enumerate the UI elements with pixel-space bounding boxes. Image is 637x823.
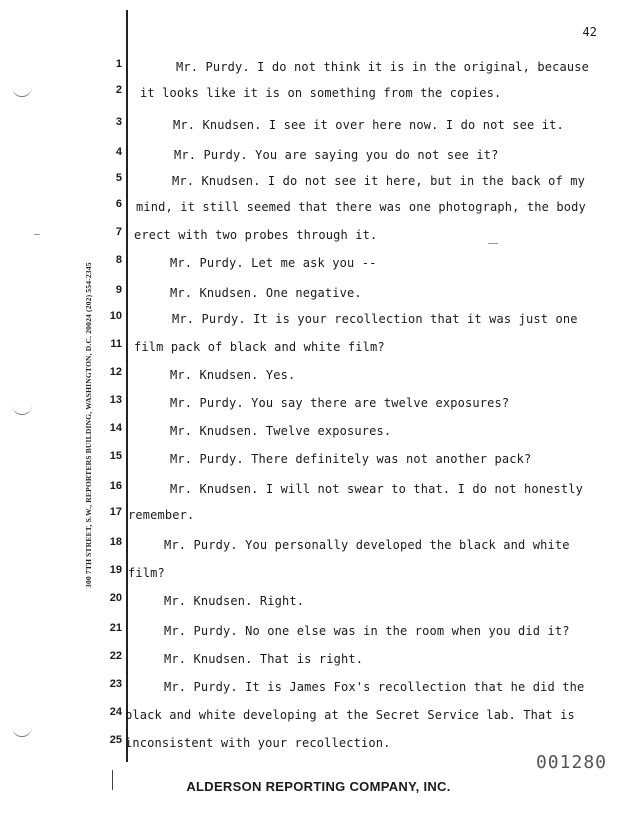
line-number: 1	[115, 58, 122, 70]
transcript-line: Mr. Knudsen. Twelve exposures.	[170, 424, 392, 438]
line-number: 4	[115, 146, 122, 158]
line-number: 6	[115, 198, 122, 210]
margin-tick	[34, 234, 40, 235]
transcript-line: Mr. Purdy. No one else was in the room when you did it?	[164, 624, 570, 638]
binder-hole-mark	[12, 86, 32, 97]
transcript-line: Mr. Purdy. It is your recollection that it was just one	[172, 312, 578, 326]
transcript-line: Mr. Knudsen. I will not swear to that. I do not honestly	[170, 482, 583, 496]
transcript-line: film?	[128, 566, 165, 580]
line-number: 15	[109, 450, 122, 462]
left-margin-rule	[126, 10, 128, 762]
transcript-line: it looks like it is on something from the copies.	[140, 86, 502, 100]
line-number: 9	[115, 284, 122, 296]
line-number: 13	[109, 394, 122, 406]
transcript-line: film pack of black and white film?	[134, 340, 385, 354]
line-number: 5	[115, 172, 122, 184]
transcript-line: Mr. Purdy. I do not think it is in the original, because	[176, 60, 589, 74]
line-number: 16	[109, 480, 122, 492]
line-number: 23	[109, 678, 122, 690]
transcript-line: Mr. Knudsen. I see it over here now. I do not see it.	[173, 118, 564, 132]
line-number: 18	[109, 536, 122, 548]
line-number: 3	[115, 116, 122, 128]
transcript-line: black and white developing at the Secret Service lab. That is	[125, 708, 575, 722]
line-number: 8	[115, 254, 122, 266]
line-number: 24	[109, 706, 122, 718]
reporter-address: 300 7TH STREET, S.W., REPORTERS BUILDING, WASHINGTON, D.C. 20024 (202) 554-2345	[84, 262, 93, 588]
line-number: 7	[115, 226, 122, 238]
transcript-line: Mr. Knudsen. Yes.	[170, 368, 296, 382]
line-number: 14	[109, 422, 122, 434]
transcript-line: Mr. Purdy. There definitely was not another pack?	[170, 452, 532, 466]
line-number: 2	[115, 84, 122, 96]
transcript-line: Mr. Knudsen. That is right.	[164, 652, 364, 666]
transcript-line: Mr. Purdy. You personally developed the black and white	[164, 538, 570, 552]
transcript-line: Mr. Purdy. It is James Fox's recollection that he did the	[164, 680, 585, 694]
transcript-line: Mr. Knudsen. Right.	[164, 594, 305, 608]
line-number: 19	[109, 564, 122, 576]
binder-hole-mark	[12, 726, 32, 737]
footer-company: ALDERSON REPORTING COMPANY, INC.	[186, 779, 451, 794]
transcript-line: erect with two probes through it.	[134, 228, 378, 242]
transcript-line: Mr. Knudsen. One negative.	[170, 286, 362, 300]
line-number: 20	[109, 592, 122, 604]
line-number: 25	[109, 734, 122, 746]
transcript-line: Mr. Purdy. You are saying you do not see it?	[174, 148, 499, 162]
line-number: 21	[109, 622, 122, 634]
document-stamp: 001280	[535, 752, 607, 773]
transcript-line: inconsistent with your recollection.	[125, 736, 391, 750]
line-number: 11	[110, 338, 122, 350]
transcript-line: mind, it still seemed that there was one photograph, the body	[136, 200, 586, 214]
line-number: 10	[109, 310, 122, 322]
line-number: 22	[109, 650, 122, 662]
transcript-line: Mr. Purdy. Let me ask you --	[170, 256, 377, 270]
transcript-line: Mr. Purdy. You say there are twelve exposures?	[170, 396, 510, 410]
transcript-line: Mr. Knudsen. I do not see it here, but in the back of my	[172, 174, 585, 188]
stray-mark	[488, 243, 498, 244]
page-number: 42	[582, 25, 597, 39]
binder-hole-mark	[12, 404, 32, 415]
transcript-line: remember.	[128, 508, 195, 522]
line-number: 17	[109, 506, 122, 518]
line-number: 12	[109, 366, 122, 378]
